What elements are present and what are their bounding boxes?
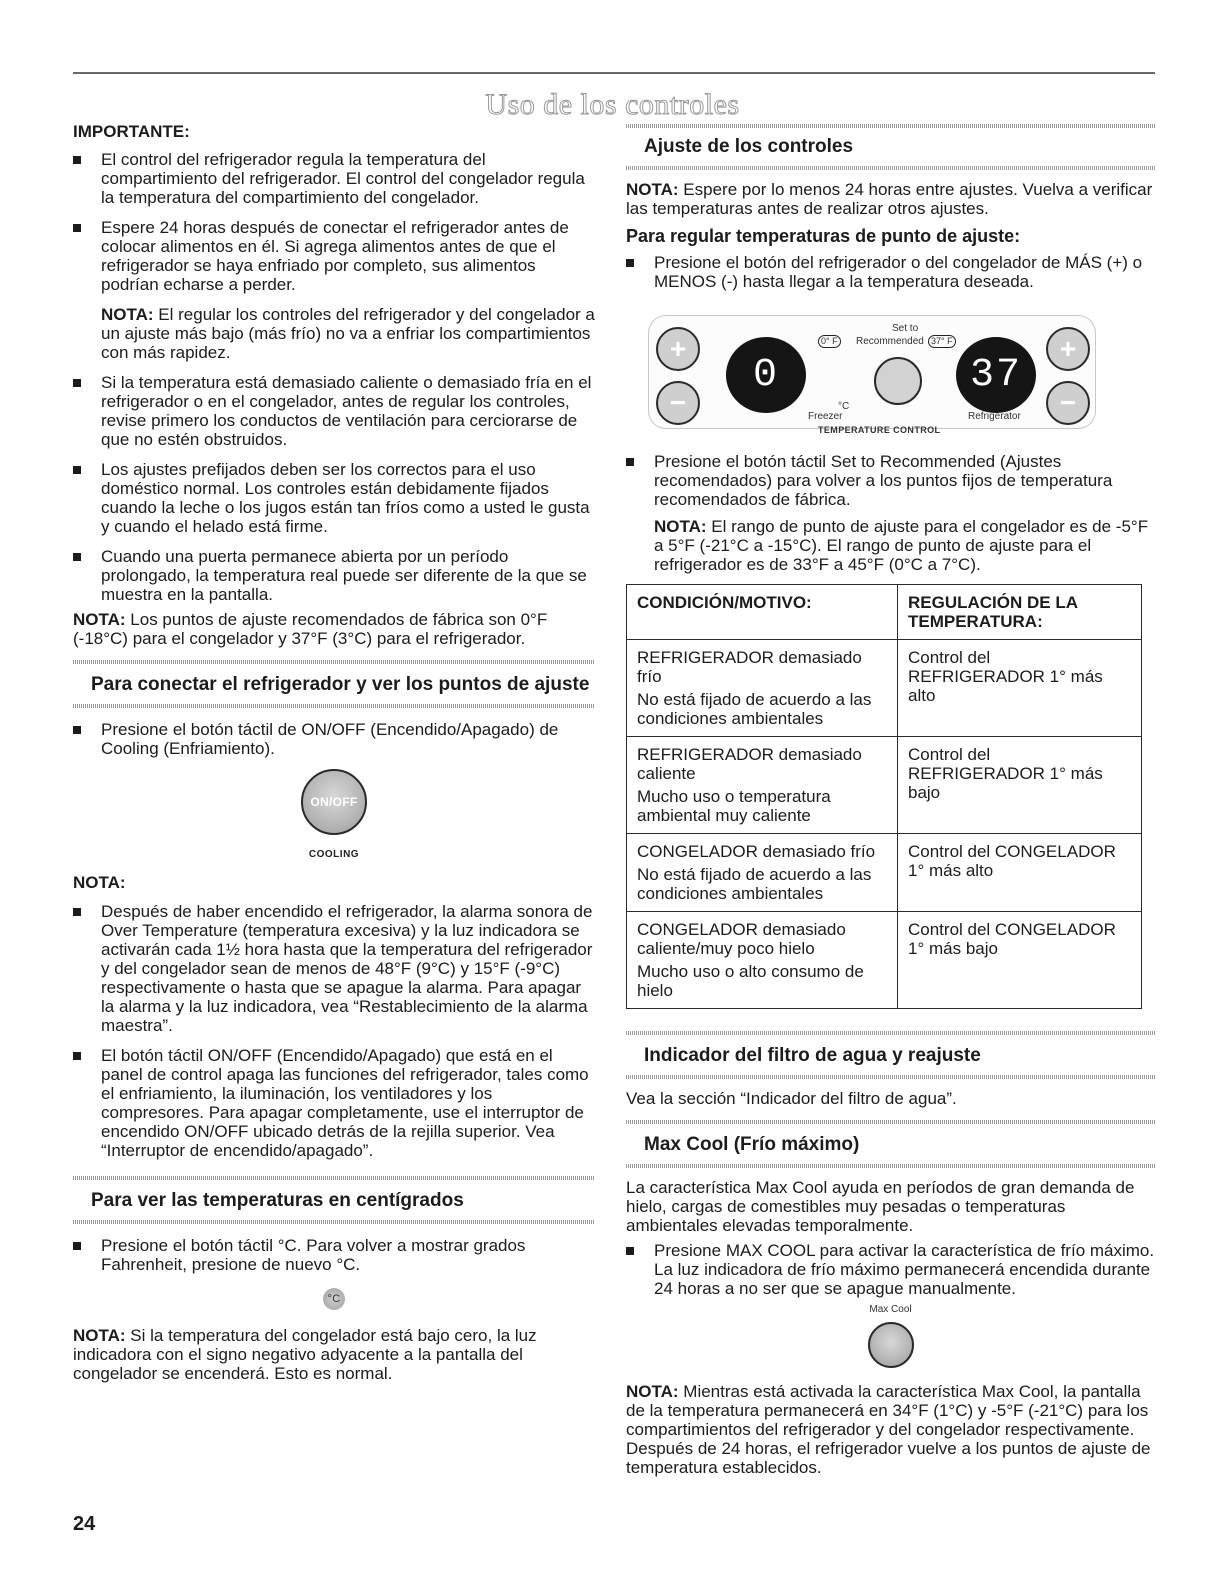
celsius-button[interactable]: [323, 1288, 345, 1310]
section-divider: [626, 1164, 1155, 1168]
table-cell: Control del REFRIGERADOR 1° más bajo: [898, 737, 1142, 834]
list-item: El control del refrigerador regula la temperatura del compartimiento del refrigerador. El control del congelador regula la temperatura del compartimiento del congelador.: [73, 150, 595, 207]
temperature-control-label: TEMPERATURE CONTROL: [818, 425, 941, 435]
header-cell: CONDICIÓN/MOTIVO:: [627, 585, 898, 640]
importante-heading: IMPORTANTE:: [73, 122, 190, 141]
note-block: [626, 1382, 1155, 1477]
section-divider: [73, 704, 595, 708]
page-number: 24: [73, 1513, 96, 1535]
minus-icon: −: [669, 387, 687, 418]
section-title: Para ver las temperaturas en centígrados: [91, 1190, 464, 1211]
celsius-figure: [73, 1288, 595, 1310]
maxcool-button[interactable]: [868, 1322, 914, 1368]
subsection-title: Para regular temperaturas de punto de ajuste:: [626, 226, 1021, 246]
table-row: [627, 834, 1142, 912]
note-label: NOTA:: [654, 517, 707, 536]
note-text: Los puntos de ajuste recomendados de fábrica son 0°F (-18°C) para el congelador y 37°F (3°C) para el refrigerador.: [73, 610, 548, 648]
freezer-set-tag: 0° F: [818, 335, 841, 348]
note-block: [101, 305, 595, 362]
cooling-caption: COOLING: [308, 849, 360, 860]
top-rule: [73, 72, 1155, 74]
power-icon: ON/OFF: [310, 794, 358, 809]
section1-list: [73, 720, 595, 758]
importante-list-2: [73, 373, 595, 604]
fridge-set-tag: 37° F: [928, 335, 956, 348]
temperature-control-panel: [638, 309, 1104, 436]
note-block: [73, 610, 595, 648]
right-column: [626, 126, 1155, 1477]
left-column: [73, 122, 595, 1383]
note-text: Si la temperatura del congelador está bajo cero, la luz indicadora con el signo negativo adyacente a la pantalla del congelador se encenderá. Esto es normal.: [73, 1326, 537, 1383]
table-cell: REFRIGERADOR demasiado frío No está fijado de acuerdo a las condiciones ambientales: [627, 640, 898, 737]
list-item: El botón táctil ON/OFF (Encendido/Apagado) que está en el panel de control apaga las funciones del refrigerador, tales como el enfriamiento, la iluminación, los ventiladores y los compresores. Para apagar completamente, use el interruptor de encendido ON/OFF ubicado detrás de la rejilla superior. Vea “Interruptor de encendido/apagado”.: [73, 1046, 595, 1160]
table-cell: Control del CONGELADOR 1° más alto: [898, 834, 1142, 912]
onoff-button[interactable]: [301, 769, 367, 835]
table-cell: CONGELADOR demasiado caliente/muy poco hielo Mucho uso o alto consumo de hielo: [627, 912, 898, 1009]
note-block: [626, 180, 1155, 218]
recommended-list: [626, 452, 1155, 509]
list-item: Presione MAX COOL para activar la característica de frío máximo. La luz indicadora de frío máximo permanecerá encendida durante 24 horas a no ser que se apague manualmente.: [626, 1241, 1155, 1298]
note-label: NOTA:: [73, 610, 126, 629]
set-to-label: Set to: [892, 323, 919, 334]
table-cell: CONGELADOR demasiado frío No está fijado de acuerdo a las condiciones ambientales: [627, 834, 898, 912]
nota-heading: NOTA:: [73, 873, 126, 892]
list-item: Presione el botón táctil Set to Recommended (Ajustes recomendados) para volver a los puntos fijos de temperatura recomendados de fábrica.: [626, 452, 1155, 509]
table-row: [627, 640, 1142, 737]
note-label: NOTA:: [626, 1382, 679, 1401]
page-title: Uso de los controles: [485, 88, 740, 121]
section-title: Ajuste de los controles: [644, 136, 854, 157]
note-label: NOTA:: [101, 305, 154, 324]
table-cell: REFRIGERADOR demasiado caliente Mucho uso o temperatura ambiental muy caliente: [627, 737, 898, 834]
maxcool-text: La característica Max Cool ayuda en períodos de gran demanda de hielo, cargas de comestibles muy pesadas o temperaturas ambientales elevadas temporalmente.: [626, 1178, 1135, 1235]
maxcool-caption: Max Cool: [869, 1304, 912, 1315]
note-block: [73, 1326, 595, 1383]
plus-icon: +: [1059, 333, 1077, 364]
table-header-row: [627, 585, 1142, 640]
header-cell: REGULACIÓN DE LA TEMPERATURA:: [898, 585, 1142, 640]
list-item: Presione el botón táctil °C. Para volver a mostrar grados Fahrenheit, presione de nuevo °C.: [73, 1236, 595, 1274]
table-cell: Control del REFRIGERADOR 1° más alto: [898, 640, 1142, 737]
note-text: El regular los controles del refrigerador y del congelador a un ajuste más bajo (más frío) no va a enfriar los compartimientos con más rapidez.: [101, 305, 595, 362]
note-label: NOTA:: [626, 180, 679, 199]
fridge-minus-button[interactable]: [1046, 381, 1090, 425]
list-item: Si la temperatura está demasiado caliente o demasiado fría en el refrigerador o en el congelador, antes de regular los controles, revise primero los conductos de ventilación para cerciorarse de que no estén obstruidos.: [73, 373, 595, 449]
section-title: Para conectar el refrigerador y ver los puntos de ajuste: [91, 674, 590, 695]
note-text: Mientras está activada la característica Max Cool, la pantalla de la temperatura permanecerá en 34°F (1°C) y -5°F (-21°C) para los compartimientos del refrigerador y del congelador respectivamente. Después de 24 horas, el refrigerador vuelve a los puntos de ajuste de temperatura establecidos.: [626, 1382, 1151, 1477]
filtro-text: Vea la sección “Indicador del filtro de agua”.: [626, 1089, 957, 1108]
list-item: Los ajustes prefijados deben ser los correctos para el uso doméstico normal. Los controles están debidamente fijados cuando la leche o los jugos están tan fríos como a usted le gusta y cuando el helado está firme.: [73, 460, 595, 536]
note-label: NOTA:: [73, 1326, 126, 1345]
freezer-display: 0: [726, 337, 806, 413]
freezer-minus-button[interactable]: [656, 381, 700, 425]
note-text: Espere por lo menos 24 horas entre ajustes. Vuelva a verificar las temperaturas antes de realizar otros ajustes.: [626, 180, 1153, 218]
list-item: Presione el botón del refrigerador o del congelador de MÁS (+) o MENOS (-) hasta llegar a la temperatura deseada.: [626, 253, 1155, 291]
recommended-label: Recommended: [856, 336, 924, 347]
section-divider: [73, 1220, 595, 1224]
fridge-label: Refrigerator: [968, 411, 1021, 422]
plus-icon: +: [669, 333, 687, 364]
freezer-plus-button[interactable]: [656, 327, 700, 371]
onoff-figure: [73, 769, 595, 861]
note-text: El rango de punto de ajuste para el congelador es de -5°F a 5°F (-21°C a -15°C). El rango de punto de ajuste para el refrigerador es de 33°F a 45°F (0°C a 7°C).: [654, 517, 1149, 574]
table-row: [627, 912, 1142, 1009]
maxcool-figure: [626, 1304, 1155, 1368]
nota-list: [73, 902, 595, 1160]
note-block: [654, 517, 1155, 574]
list-item: Después de haber encendido el refrigerador, la alarma sonora de Over Temperature (temperatura excesiva) y la luz indicadora se activarán cada 1½ hora hasta que la temperatura del refrigerador y del congelador sean de menos de 48°F (9°C) y 15°F (-9°C) respectivamente o hasta que se apague la alarma. Para apagar la alarma y la luz indicadora, vea “Restablecimiento de la alarma maestra”.: [73, 902, 595, 1035]
list-item: Cuando una puerta permanece abierta por un período prolongado, la temperatura real puede ser diferente de la que se muestra en la pantalla.: [73, 547, 595, 604]
section-divider: [626, 1075, 1155, 1079]
fridge-display: 37: [956, 337, 1036, 413]
regular-list: [626, 253, 1155, 291]
list-item: Espere 24 horas después de conectar el refrigerador antes de colocar alimentos en él. Si agrega alimentos antes de que el refrigerador se haya enfriado por completo, sus alimentos podrían echarse a perder.: [73, 218, 595, 294]
set-to-recommended-button[interactable]: [874, 357, 922, 405]
maxcool-list: [626, 1241, 1155, 1298]
section-title: Max Cool (Frío máximo): [644, 1134, 860, 1155]
section-title: Indicador del filtro de agua y reajuste: [644, 1045, 981, 1066]
table-row: [627, 737, 1142, 834]
table-cell: Control del CONGELADOR 1° más bajo: [898, 912, 1142, 1009]
temperature-table: [626, 584, 1142, 1009]
section-divider: [626, 166, 1155, 170]
freezer-label: Freezer: [808, 411, 843, 422]
list-item: Presione el botón táctil de ON/OFF (Encendido/Apagado) de Cooling (Enfriamiento).: [73, 720, 595, 758]
importante-list: [73, 150, 595, 294]
minus-icon: −: [1059, 387, 1077, 418]
celsius-indicator: °C: [838, 401, 850, 412]
section2-list: [73, 1236, 595, 1274]
celsius-icon: °C: [327, 1292, 341, 1305]
fridge-plus-button[interactable]: [1046, 327, 1090, 371]
